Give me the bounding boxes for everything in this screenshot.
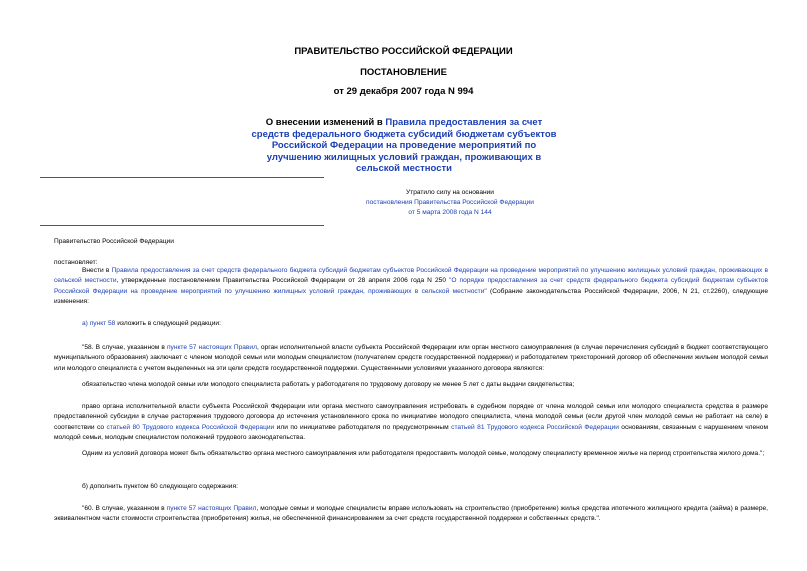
right-text-c: основаниям, связанным с нарушением членом молодой семьи, молодым специалистом положений трудового законодательства. — [54, 423, 768, 441]
item-b: б) дополнить пунктом 60 следующего содержания: — [82, 483, 238, 490]
paragraph-housing — [54, 449, 768, 459]
validity-note-decree-link[interactable]: постановления Правительства Российской Федерации — [366, 199, 534, 206]
item-a-text: изложить в следующей редакции: — [115, 320, 221, 327]
right-text-b: или по инициативе работодателя по предусмотренным — [274, 423, 452, 431]
government-title: ПРАВИТЕЛЬСТВО РОССИЙСКОЙ ФЕДЕРАЦИИ — [294, 46, 513, 57]
p58-text-a: "58. В случае, указанном в — [82, 344, 167, 351]
validity-note-line1: Утратило силу на основании — [406, 189, 494, 196]
p1-text-b: , утвержденные постановлением Правительства Российской Федерации от 28 апреля 2006 года N 250 — [116, 277, 450, 285]
document-subject — [250, 117, 558, 175]
p60-rules-link[interactable]: пункте 57 настоящих Правил — [166, 505, 257, 512]
p60-text-a: "60. В случае, указанном в — [82, 505, 167, 512]
decrees-word: постановляет: — [54, 259, 98, 266]
divider-top — [40, 177, 324, 178]
right-text-a: право органа исполнительной власти субъекта Российской Федерации или органа местного самоуправления истребовать в судебном порядке от члена молодой семьи или молодого специалиста средства в размере предоставленной субсидии в случае расторжения трудового договора до истечения установленного срока по инициативе молодого специалиста, члена молодой семьи (если другой член молодой семьи не работает на селе) в соответствии со — [54, 403, 768, 431]
subject-rules-link[interactable]: Правила предоставления за счет средств федерального бюджета субсидий бюджетам субъектов Российской Федерации на проведение мероприятий по улучшению жилищных условий граждан, проживающих в сельской местности — [251, 117, 557, 174]
p58-text-b: , орган исполнительной власти субъекта Российской Федерации или орган местного самоуправления (в случае перечисления субсидий в бюджет соответствующего муниципального образования) заключает с членом молодой семьи или молодым специалистом (получателем средств государственной поддержки) и работодателем трехсторонний договор об обеспечении жильем молодой семьи или молодого специалиста с учетом выделенных на эти цели средств государственной поддержки. Существенными условиями указанного договора являются: — [54, 344, 768, 372]
item-a — [82, 320, 221, 327]
paragraph-obligation — [54, 380, 768, 390]
p1-text-c: (Собрание законодательства Российской Федерации, 2006, N 21, ст.2260), следующие изменения: — [54, 287, 768, 305]
paragraph-main — [54, 266, 768, 307]
issuer: Правительство Российской Федерации — [54, 238, 174, 245]
article-80-link[interactable]: статьей 80 Трудового кодекса Российской Федерации — [106, 423, 275, 431]
p1-text-a: Внести в — [82, 267, 112, 274]
rules-link[interactable]: Правила предоставления за счет средств федерального бюджета субсидий бюджетам субъектов Российской Федерации на проведение мероприятий по улучшению жилищных условий граждан, проживающих в сельской местности — [54, 267, 768, 285]
subject-prefix: О внесении изменений в — [265, 117, 386, 128]
divider-bottom — [40, 225, 324, 226]
decree-250-link[interactable]: "О порядке предоставления за счет средств федерального бюджета субсидий бюджетам субъектов Российской Федерации на проведение мероприятий по улучшению жилищных условий граждан, проживающих в сельской местности" — [54, 277, 768, 295]
document-date-number: от 29 декабря 2007 года N 994 — [333, 86, 474, 97]
item-a-link[interactable]: а) пункт 58 — [82, 320, 116, 327]
article-81-link[interactable]: статьей 81 Трудового кодекса Российской Федерации — [451, 423, 619, 431]
validity-note-date-link[interactable]: от 5 марта 2008 года N 144 — [408, 209, 492, 216]
p58-rules-link[interactable]: пункте 57 настоящих Правил — [166, 344, 257, 351]
paragraph-60 — [54, 504, 768, 525]
paragraph-58 — [54, 343, 768, 374]
paragraph-right — [54, 402, 768, 443]
p60-text-b: , молодые семьи и молодые специалисты вправе использовать на строительство (приобретение) жилья средства ипотечного жилищного кредита (займа) в размере, эквивалентном части стоимости строительства (приобретения) жилья, не обеспеченной финансированием за счет средств государственной поддержки и собственных средств.". — [54, 505, 768, 523]
document-type: ПОСТАНОВЛЕНИЕ — [360, 67, 447, 78]
obligation-text: обязательство члена молодой семьи или молодого специалиста работать у работодателя по трудовому договору не менее 5 лет с даты выдачи свидетельства; — [82, 381, 575, 388]
housing-text: Одним из условий договора может быть обязательство органа местного самоуправления или работодателя предоставить молодой семье, молодому специалисту временное жилье на период строительства жилого дома."; — [82, 450, 765, 457]
validity-note — [300, 188, 600, 218]
